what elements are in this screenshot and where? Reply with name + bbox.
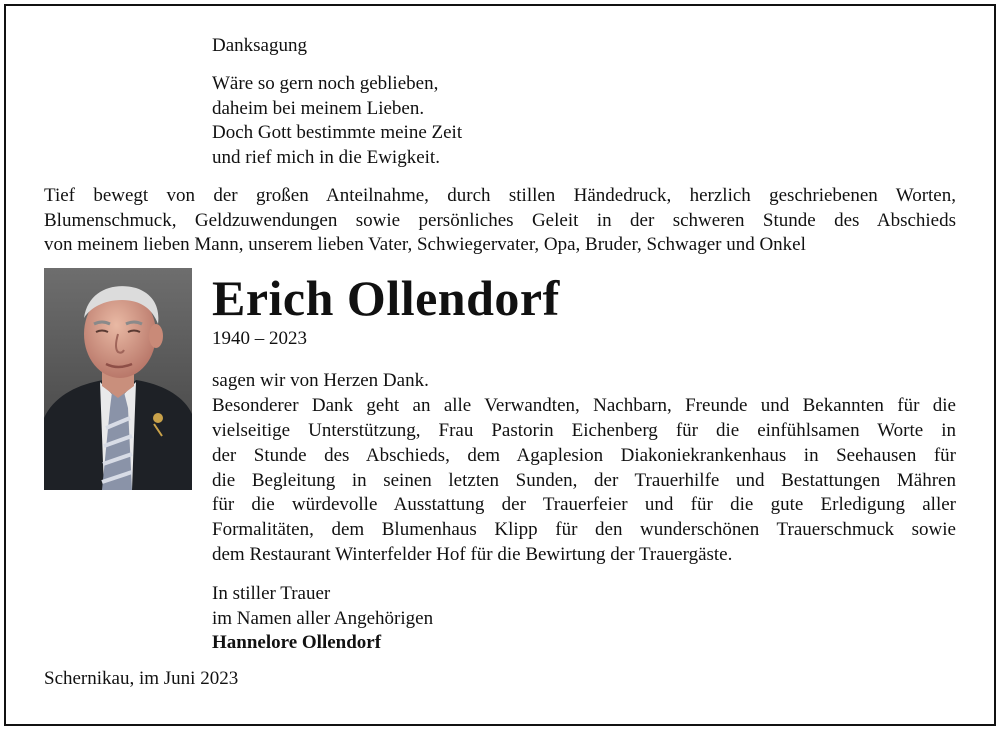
thanks-line: für die würdevolle Ausstattung der Trauerfeier und für die gute Erledigung aller	[212, 494, 956, 516]
thanks-line: der Stunde des Abschieds, dem Agaplesion Diakoniekrankenhaus in Seehausen für	[212, 444, 956, 466]
thanks-paragraph	[212, 369, 956, 568]
poem-line: Wäre so gern noch geblieben,	[212, 73, 439, 94]
intro-paragraph	[44, 184, 956, 258]
intro-line: Blumenschmuck, Geldzuwendungen sowie persönliches Geleit in der schweren Stunde des Abschieds	[44, 209, 956, 231]
closing-block	[212, 582, 433, 656]
thanks-line: sagen wir von Herzen Dank.	[212, 370, 429, 391]
deceased-name: Erich Ollendorf	[212, 270, 560, 326]
thanks-line: Formalitäten, dem Blumenhaus Klipp für den wunderschönen Trauerschmuck sowie	[212, 519, 956, 541]
signer-name: Hannelore Ollendorf	[212, 632, 382, 653]
poem	[212, 72, 462, 170]
closing-line: im Namen aller Angehörigen	[212, 607, 434, 629]
heading: Danksagung	[212, 35, 307, 56]
poem-line: daheim bei meinem Lieben.	[212, 97, 425, 119]
life-dates: 1940 – 2023	[212, 328, 307, 349]
poem-line: Doch Gott bestimmte meine Zeit	[212, 122, 463, 144]
thanks-line: vielseitige Unterstützung, Frau Pastorin Eichenberg für die einfühlsamen Worte in	[212, 419, 956, 441]
portrait-photo-icon	[44, 268, 192, 490]
poem-line: und rief mich in die Ewigkeit.	[212, 146, 440, 168]
thanks-line: Besonderer Dank geht an alle Verwandten, Nachbarn, Freunde und Bekannten für die	[212, 394, 956, 416]
place-date: Schernikau, im Juni 2023	[44, 668, 239, 689]
thanks-line: dem Restaurant Winterfelder Hof für die Bewirtung der Trauergäste.	[212, 544, 733, 566]
intro-line: von meinem lieben Mann, unserem lieben Vater, Schwiegervater, Opa, Bruder, Schwager und Onkel	[44, 234, 806, 256]
thanks-line: die Begleitung in seinen letzten Sunden, der Trauerhilfe und Bestattungen Mähren	[212, 469, 956, 491]
closing-line: In stiller Trauer	[212, 583, 331, 604]
intro-line: Tief bewegt von der großen Anteilnahme, durch stillen Händedruck, herzlich geschriebenen Worten,	[44, 185, 956, 206]
